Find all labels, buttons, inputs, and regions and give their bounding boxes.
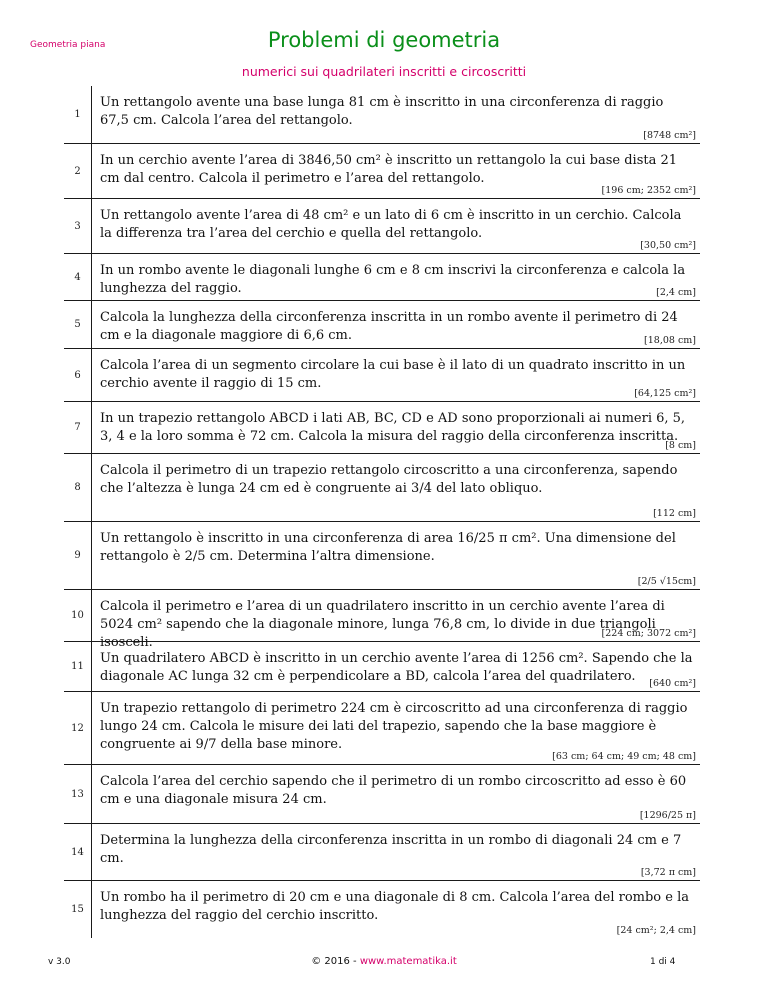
problem-text: Un quadrilatero ABCD è inscritto in un cerchio avente l’area di 1256 cm². Sapendo che la diagonale AC lunga 32 cm è perpendicolare a BD, calcola l’area del quadrilatero. — [100, 651, 693, 684]
problem-row — [64, 590, 700, 650]
problem-answer: [8748 cm²] — [643, 130, 696, 141]
problem-text: Un rettangolo è inscritto in una circonferenza di area 16/25 π cm². Una dimensione del rettangolo è 2/5 cm. Determina l’altra dimensione. — [100, 531, 676, 564]
header-section-label: Geometria piana — [30, 40, 106, 50]
problem-answer: [8 cm] — [665, 440, 696, 451]
problem-number: 8 — [64, 454, 92, 521]
problem-answer: [224 cm; 3072 cm²] — [601, 628, 696, 639]
problem-number: 15 — [64, 881, 92, 938]
problem-text: In un rombo avente le diagonali lunghe 6 cm e 8 cm inscrivi la circonferenza e calcola la lunghezza del raggio. — [100, 263, 686, 296]
problem-row — [64, 642, 700, 692]
problem-text: In un trapezio rettangolo ABCD i lati AB, BC, CD e AD sono proporzionali ai numeri 6, 5, 3, 4 e la loro somma è 72 cm. Calcola la misura del raggio della circonferenza inscritta. — [100, 411, 686, 444]
problem-text: Un trapezio rettangolo di perimetro 224 cm è circoscritto ad una circonferenza di raggio lungo 24 cm. Calcola le misure dei lati del trapezio, sapendo che la base maggiore è congruente ai 9/7 della base minore. — [100, 701, 688, 752]
problem-number: 11 — [64, 642, 92, 691]
problem-answer: [63 cm; 64 cm; 49 cm; 48 cm] — [552, 751, 696, 762]
problem-answer: [112 cm] — [653, 508, 696, 519]
problem-number: 13 — [64, 765, 92, 823]
problem-text: Determina la lunghezza della circonferenza inscritta in un rombo di diagonali 24 cm e 7 cm. — [100, 833, 682, 866]
problem-answer: [196 cm; 2352 cm²] — [601, 185, 696, 196]
problem-row — [64, 522, 700, 590]
version-label: v 3.0 — [48, 957, 71, 967]
problem-text: Calcola l’area del cerchio sapendo che il perimetro di un rombo circoscritto ad esso è 60 cm e una diagonale misura 24 cm. — [100, 774, 687, 807]
problem-answer: [24 cm²; 2,4 cm] — [616, 925, 696, 936]
problem-row — [64, 144, 700, 199]
problem-row — [64, 86, 700, 144]
problem-answer: [2/5 √15cm] — [637, 576, 696, 587]
problem-number: 10 — [64, 590, 92, 641]
copyright-text: © 2016 - — [311, 956, 360, 967]
problem-row — [64, 454, 700, 522]
problem-number: 3 — [64, 199, 92, 253]
problem-text: Un rettangolo avente l’area di 48 cm² e un lato di 6 cm è inscritto in un cerchio. Calcola la differenza tra l’area del cerchio e quella del rettangolo. — [100, 208, 682, 241]
site-link[interactable]: www.matematika.it — [359, 956, 457, 967]
problem-text: Calcola il perimetro di un trapezio rettangolo circoscritto a una circonferenza, sapendo che l’altezza è lunga 24 cm ed è congruente ai 3/4 del lato obliquo. — [100, 463, 678, 496]
problem-row — [64, 349, 700, 402]
problem-text: Un rettangolo avente una base lunga 81 cm è inscritto in una circonferenza di raggio 67,5 cm. Calcola l’area del rettangolo. — [100, 95, 664, 128]
problem-row — [64, 301, 700, 349]
problem-answer: [1296/25 π] — [639, 810, 696, 821]
problem-number: 9 — [64, 522, 92, 589]
problem-text: Calcola l’area di un segmento circolare la cui base è il lato di un quadrato inscritto in un cerchio avente il raggio di 15 cm. — [100, 358, 686, 391]
problem-number: 7 — [64, 402, 92, 453]
problem-answer: [18,08 cm] — [644, 335, 696, 346]
problem-text: In un cerchio avente l’area di 3846,50 cm² è inscritto un rettangolo la cui base dista 21 cm dal centro. Calcola il perimetro e l’area del rettangolo. — [100, 153, 678, 186]
problem-answer: [64,125 cm²] — [634, 388, 696, 399]
problem-row — [64, 402, 700, 454]
page-title: Problemi di geometria — [267, 28, 501, 52]
page-number: 1 di 4 — [650, 957, 676, 967]
problem-answer: [3,72 π cm] — [640, 867, 696, 878]
problem-number: 14 — [64, 824, 92, 880]
problem-text: Un rombo ha il perimetro di 20 cm e una diagonale di 8 cm. Calcola l’area del rombo e la lunghezza del raggio del cerchio inscritto. — [100, 890, 689, 923]
problem-table — [64, 86, 700, 938]
problem-answer: [640 cm²] — [649, 678, 696, 689]
problem-answer: [30,50 cm²] — [640, 240, 696, 251]
problem-number: 5 — [64, 301, 92, 348]
problem-row — [64, 881, 700, 938]
problem-row — [64, 692, 700, 765]
problem-number: 2 — [64, 144, 92, 198]
problem-number: 1 — [64, 86, 92, 143]
problem-number: 12 — [64, 692, 92, 764]
problem-text: Calcola la lunghezza della circonferenza inscritta in un rombo avente il perimetro di 24 cm e la diagonale maggiore di 6,6 cm. — [100, 310, 678, 343]
problem-row — [64, 824, 700, 881]
problem-row — [64, 765, 700, 824]
page-subtitle: numerici sui quadrilateri inscritti e circoscritti — [241, 64, 527, 79]
problem-row — [64, 254, 700, 301]
problem-answer: [2,4 cm] — [656, 287, 696, 298]
problem-text: Calcola il perimetro e l’area di un quadrilatero inscritto in un cerchio avente l’area di 5024 cm² sapendo che la diagonale minore, lunga 76,8 cm, lo divide in due triangoli isosceli. — [100, 599, 665, 650]
problem-row — [64, 199, 700, 254]
problem-number: 4 — [64, 254, 92, 300]
problem-number: 6 — [64, 349, 92, 401]
